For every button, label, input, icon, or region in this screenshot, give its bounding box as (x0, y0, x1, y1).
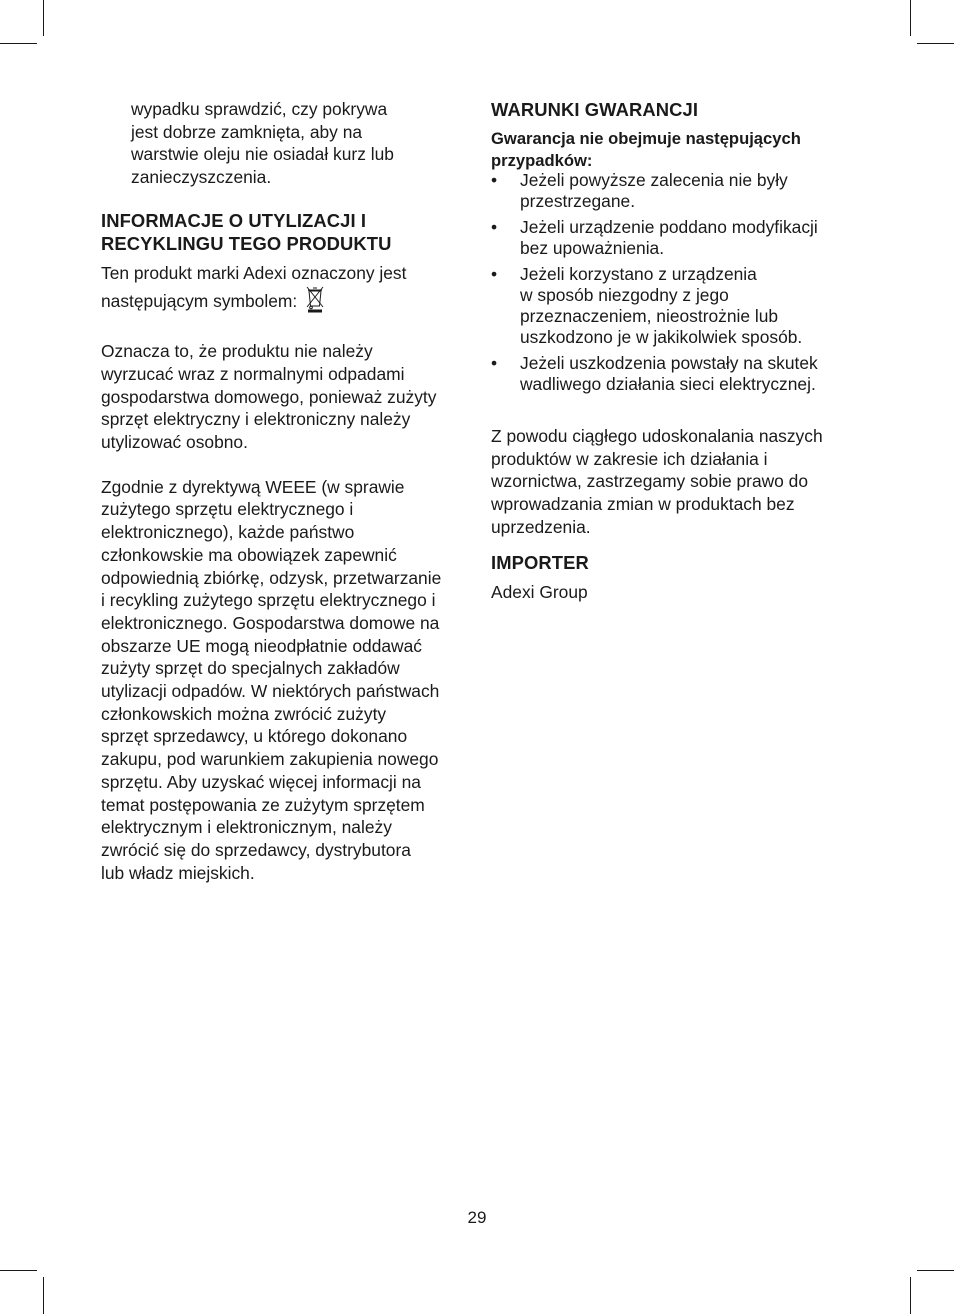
recycling-heading: INFORMACJE O UTYLIZACJI I RECYKLINGU TEGO PRODUKTU (101, 209, 392, 254)
crop-mark (43, 1277, 44, 1314)
bullet-icon: • (491, 264, 498, 284)
symbol-paragraph: Ten produkt marki Adexi oznaczony jest następującym symbolem: (101, 262, 471, 318)
meaning-paragraph: Oznacza to, że produktu nie należy wyrzucać wraz z normalnymi odpadami gospodarstwa domowego, ponieważ zużyty sprzęt elektryczny i elektroniczny należy utylizować osobno. (101, 341, 437, 453)
bullet-icon: • (491, 170, 498, 190)
warranty-heading: WARUNKI GWARANCJI (491, 99, 699, 120)
crop-mark (917, 1270, 954, 1271)
changes-paragraph: Z powodu ciągłego udoskonalania naszych produktów w zakresie ich działania i wzornictwa, zastrzegamy sobie prawo do wprowadzania zmian w produktach bez uprzedzenia. (491, 426, 823, 537)
list-item: • Jeżeli urządzenie poddano modyfikacji bez upoważnienia. (491, 217, 818, 258)
warranty-exclusions-list (491, 170, 863, 395)
importer-heading: IMPORTER (491, 551, 589, 573)
list-item: • Jeżeli powyższe zalecenia nie były przestrzegane. (491, 170, 788, 211)
crop-mark (0, 43, 37, 44)
list-item: • Jeżeli korzystano z urządzenia w sposób niezgodny z jego przeznaczeniem, nieostrożnie lub uszkodzono je w jakikolwiek sposób. (491, 264, 803, 347)
crop-mark (917, 43, 954, 44)
crossed-out-wheelie-bin-icon (305, 285, 325, 319)
intro-paragraph: wypadku sprawdzić, czy pokrywa jest dobrze zamknięta, aby na warstwie oleju nie osiadał kurz lub zanieczyszczenia. (131, 99, 394, 188)
importer-name: Adexi Group (491, 581, 588, 602)
crop-mark (910, 0, 911, 36)
list-item: • Jeżeli uszkodzenia powstały na skutek wadliwego działania sieci elektrycznej. (491, 353, 818, 394)
bullet-icon: • (491, 353, 498, 373)
crop-mark (0, 1270, 37, 1271)
weee-paragraph: Zgodnie z dyrektywą WEEE (w sprawie zużytego sprzętu elektrycznego i elektronicznego), każde państwo członkowskie ma obowiązek zapewnić odpowiednią zbiórkę, odzysk, przetwarzanie i recykling zużytego sprzętu elektrycznego i elektronicznego. Gospodarstwa domowe na obszarze UE mogą nieodpłatnie oddawać zużyty sprzęt do specjalnych zakładów utylizacji odpadów. W niektórych państwach członkowskich można zwrócić zużyty sprzęt sprzedawcy, u którego dokonano zakupu, pod warunkiem zakupienia nowego sprzętu. Aby uzyskać więcej informacji na temat postępowania ze zużytym sprzętem elektrycznym i elektronicznym, należy zwrócić się do sprzedawcy, dystrybutora lub władz miejskich. (101, 476, 442, 883)
bullet-icon: • (491, 217, 498, 237)
warranty-subheading: Gwarancja nie obejmuje następujących przypadków: (491, 129, 801, 170)
page-number: 29 (467, 1208, 487, 1227)
left-column (101, 98, 471, 884)
right-column (491, 98, 863, 603)
crop-mark (43, 0, 44, 36)
crop-mark (910, 1277, 911, 1314)
